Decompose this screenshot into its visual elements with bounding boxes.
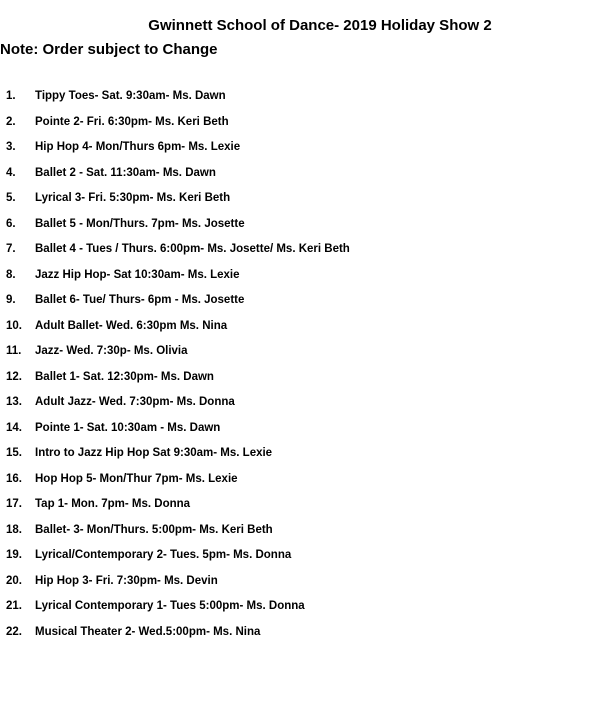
item-text: Ballet- 3- Mon/Thurs. 5:00pm- Ms. Keri Beth [35,523,273,536]
item-number: 21. [6,600,22,612]
item-number: 17. [6,498,22,510]
item-number: 3. [6,141,16,153]
document-title: Gwinnett School of Dance- 2019 Holiday Show 2 [148,17,492,34]
item-text: Lyrical Contemporary 1- Tues 5:00pm- Ms. Donna [35,600,305,612]
item-number: 16. [6,472,22,485]
item-number: 2. [6,115,16,128]
item-number: 18. [6,523,22,536]
item-text: Ballet 6- Tue/ Thurs- 6pm - Ms. Josette [35,294,245,306]
item-text: Hop Hop 5- Mon/Thur 7pm- Ms. Lexie [35,472,238,485]
item-text: Lyrical 3- Fri. 5:30pm- Ms. Keri Beth [35,192,231,204]
item-text: Adult Ballet- Wed. 6:30pm Ms. Nina [35,319,228,332]
item-text: Pointe 1- Sat. 10:30am - Ms. Dawn [35,421,221,434]
item-text: Ballet 4 - Tues / Thurs. 6:00pm- Ms. Josette/ Ms. Keri Beth [35,243,350,255]
item-number: 20. [6,574,22,587]
item-number: 13. [6,396,22,408]
item-text: Intro to Jazz Hip Hop Sat 9:30am- Ms. Lexie [35,447,273,459]
item-number: 6. [6,217,16,230]
item-text: Jazz- Wed. 7:30p- Ms. Olivia [35,345,188,357]
item-number: 10. [6,319,22,332]
item-text: Ballet 1- Sat. 12:30pm- Ms. Dawn [35,370,214,383]
item-text: Lyrical/Contemporary 2- Tues. 5pm- Ms. Donna [35,549,292,561]
order-note: Note: Order subject to Change [0,41,218,58]
item-text: Adult Jazz- Wed. 7:30pm- Ms. Donna [35,396,235,408]
item-number: 9. [6,294,16,306]
item-number: 8. [6,268,16,281]
item-number: 15. [6,447,22,459]
item-number: 7. [6,243,16,255]
item-text: Tap 1- Mon. 7pm- Ms. Donna [35,498,191,510]
item-number: 11. [6,345,22,357]
item-number: 1. [6,90,16,102]
item-text: Hip Hop 4- Mon/Thurs 6pm- Ms. Lexie [35,141,241,153]
item-text: Musical Theater 2- Wed.5:00pm- Ms. Nina [35,625,261,638]
item-number: 14. [6,421,22,434]
item-number: 22. [6,625,22,638]
item-number: 5. [6,192,16,204]
item-text: Pointe 2- Fri. 6:30pm- Ms. Keri Beth [35,115,229,128]
item-text: Ballet 2 - Sat. 11:30am- Ms. Dawn [35,166,216,179]
item-number: 19. [6,549,22,561]
item-number: 12. [6,370,22,383]
item-text: Tippy Toes- Sat. 9:30am- Ms. Dawn [35,90,226,102]
item-number: 4. [6,166,16,179]
item-text: Hip Hop 3- Fri. 7:30pm- Ms. Devin [35,574,218,587]
item-text: Jazz Hip Hop- Sat 10:30am- Ms. Lexie [35,268,240,281]
item-text: Ballet 5 - Mon/Thurs. 7pm- Ms. Josette [35,217,245,230]
